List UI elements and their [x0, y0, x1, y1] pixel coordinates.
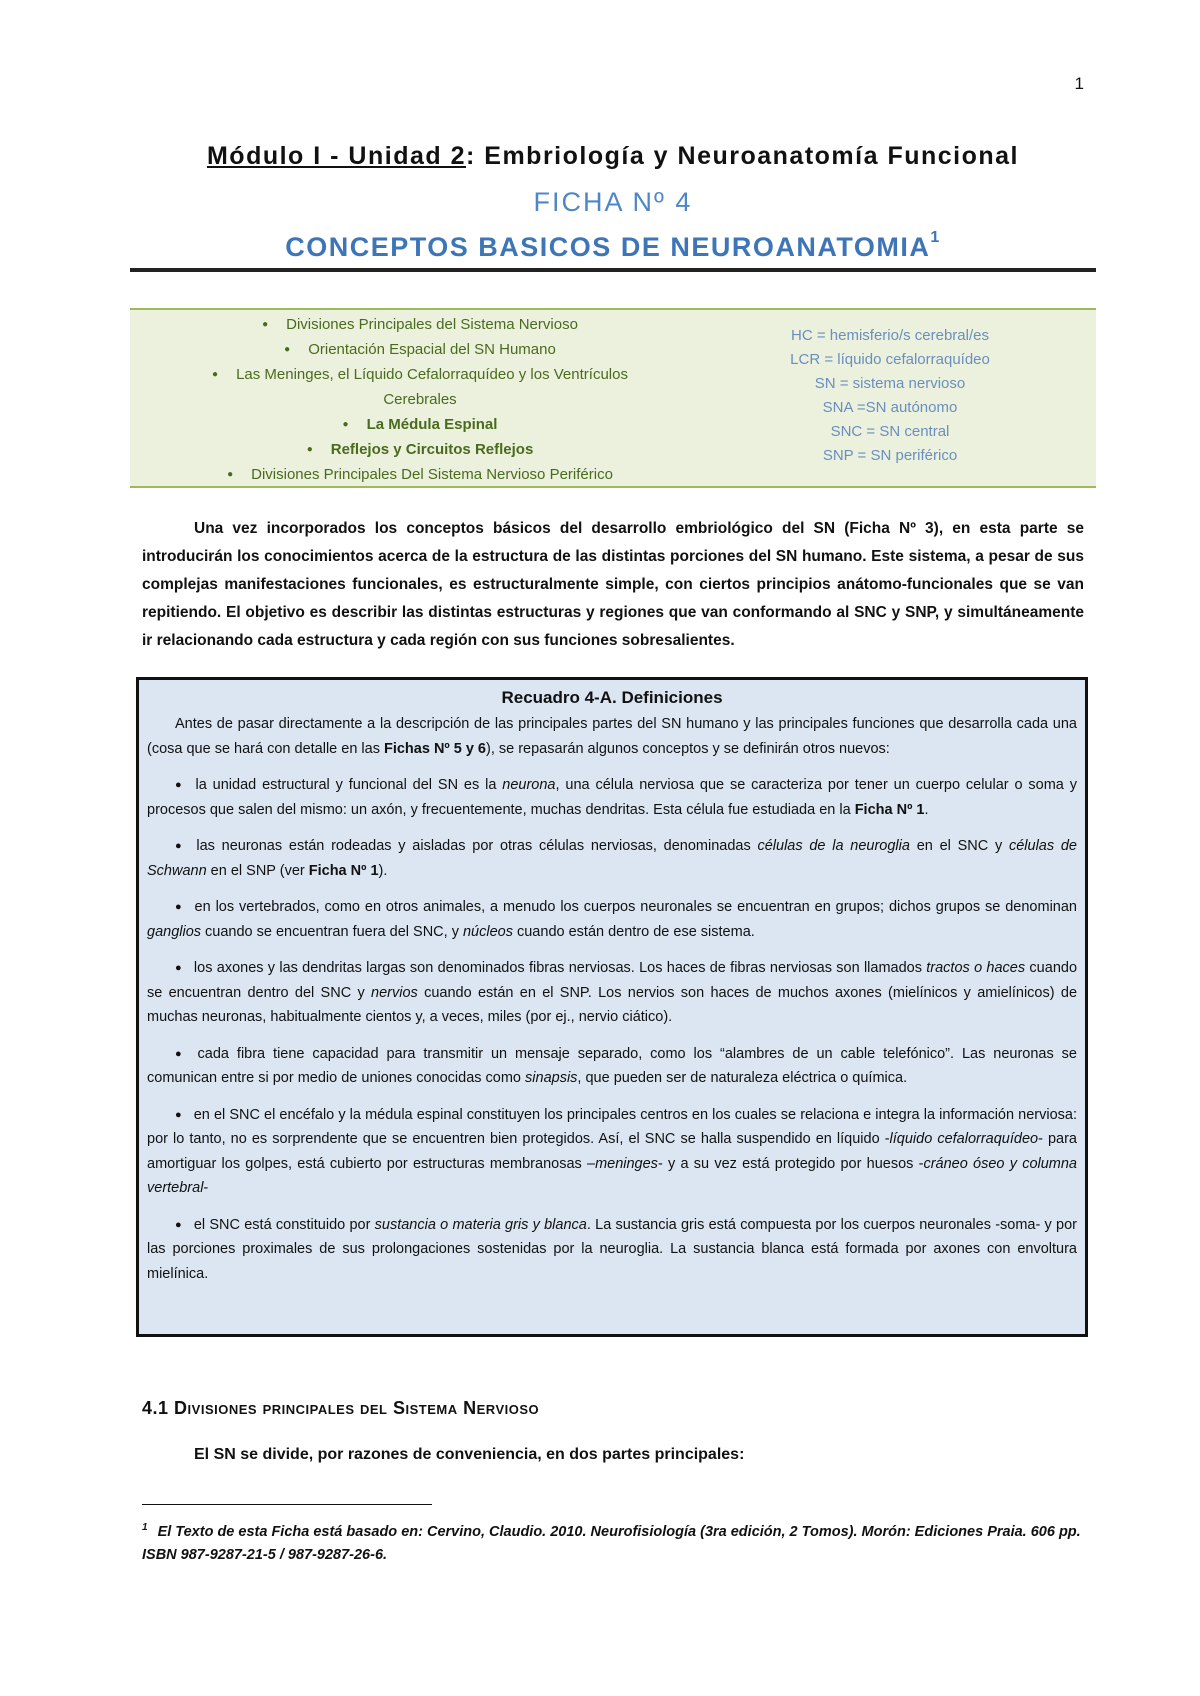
abbreviation-item: LCR = líquido cefalorraquídeo — [790, 351, 990, 368]
topics-list — [130, 312, 710, 487]
summary-box — [130, 308, 1096, 488]
definition-item: ● la unidad estructural y funcional del SN es la neurona, una célula nerviosa que se caracteriza por tener un cuerpo celular o soma y procesos que salen del mismo: un axón, y frecuentemente, muchas dendritas. Esta célula fue estudiada en la Ficha Nº 1. — [147, 777, 1077, 818]
section-number: 4.1 — [142, 1398, 169, 1418]
abbreviation-item: SNA =SN autónomo — [822, 399, 958, 416]
header-divider — [130, 268, 1096, 272]
box-title: Recuadro 4-A. Definiciones — [501, 688, 723, 707]
topic-item-continuation: Cerebrales — [383, 391, 457, 408]
definition-item: ● en el SNC el encéfalo y la médula espinal constituyen los principales centros en los cuales se relaciona e integra la información nerviosa: por lo tanto, no es sorprendente que se encuentren bien protegidos. Así, el SNC se halla suspendido en líquido -líquido cefalorraquídeo- para amortiguar los golpes, está cubierto por estructuras membranosas –meninges- y a su vez está protegido por huesos -cráneo óseo y columna vertebral- — [147, 1106, 1077, 1196]
topic-item: ● La Médula Espinal — [342, 416, 498, 433]
bullet-icon: ● — [175, 1047, 186, 1060]
section-intro: El SN se divide, por razones de conveniencia, en dos partes principales: — [194, 1446, 745, 1463]
topic-item: ● Orientación Espacial del SN Humano — [284, 341, 556, 358]
intro-paragraph: Una vez incorporados los conceptos básicos del desarrollo embriológico del SN (Ficha Nº 3), en esta parte se introducirán los conocimientos acerca de la estructura de las distintas porciones del SN humano. Este sistema, a pesar de sus complejas manifestaciones funcionales, es estructuralmente simple, con ciertos principios anátomo-funcionales que se van repitiendo. El objetivo es describir las distintas estructuras y regiones que van conformando al SNC y SNP, y simultáneamente ir relacionando cada estructura y cada región con sus funciones sobresalientes. — [142, 520, 1084, 649]
topic-item: ● Reflejos y Circuitos Reflejos — [306, 441, 534, 458]
bullet-icon: ● — [175, 779, 184, 791]
bullet-icon: ● — [342, 419, 349, 430]
main-title — [130, 229, 1096, 263]
footnote-text: El Texto de esta Ficha está basado en: Cervino, Claudio. 2010. Neurofisiología (3ra edición, 2 Tomos). Morón: Ediciones Praia. 606 pp. ISBN 987-9287-21-5 / 987-9287-26-6. — [142, 1523, 1081, 1563]
definition-item: ● en los vertebrados, como en otros animales, a menudo los cuerpos neuronales se encuentran en grupos; dichos grupos se denominan ganglios cuando se encuentran fuera del SNC, y núcleos cuando están dentro de ese sistema. — [147, 899, 1077, 940]
module-subject: : Embriología y Neuroanatomía Funcional — [466, 142, 1020, 170]
section-heading — [142, 1398, 539, 1419]
bullet-icon: ● — [175, 1218, 182, 1231]
ficha-number: FICHA Nº 4 — [533, 187, 693, 217]
bullet-icon: ● — [284, 344, 291, 355]
bullet-icon: ● — [175, 901, 183, 913]
bullet-icon: ● — [175, 840, 185, 852]
module-unit: Módulo I - Unidad 2 — [206, 142, 466, 170]
definitions-box — [136, 677, 1088, 1337]
box-lead-paragraph: Antes de pasar directamente a la descripción de las principales partes del SN humano y las principales funciones que desarrolla cada una (cosa que se hará con detalle en las Fichas Nº 5 y 6), se repasarán algunos conceptos y se definirán otros nuevos: — [147, 716, 1077, 757]
footnote-divider — [142, 1504, 432, 1505]
bullet-icon: ● — [175, 1108, 182, 1121]
footnote-reference: 1 — [930, 229, 941, 246]
bullet-icon: ● — [306, 444, 313, 455]
abbreviations-list — [770, 324, 1010, 468]
page-number: 1 — [1074, 74, 1084, 93]
abbreviation-item: SNP = SN periférico — [822, 447, 958, 464]
bullet-icon: ● — [262, 319, 269, 330]
footnote-mark: 1 — [142, 1522, 148, 1533]
bullet-icon: ● — [175, 962, 182, 974]
section-title: Divisiones principales del Sistema Nervioso — [174, 1398, 540, 1418]
topic-item: ● Divisiones Principales Del Sistema Nervioso Periférico — [227, 466, 613, 483]
bullet-icon: ● — [212, 369, 219, 380]
abbreviation-item: HC = hemisferio/s cerebral/es — [791, 327, 989, 344]
module-title — [130, 142, 1096, 171]
main-title-text: CONCEPTOS BASICOS DE NEUROANATOMIA — [285, 232, 931, 262]
definition-item: ● el SNC está constituido por sustancia o materia gris y blanca. La sustancia gris está compuesta por los cuerpos neuronales -soma- y por las porciones proximales de sus prolongaciones sostenidas por la neuroglia. La sustancia blanca está formada por axones con envoltura mielínica. — [147, 1216, 1077, 1282]
bullet-icon: ● — [227, 469, 234, 480]
definition-item: ● las neuronas están rodeadas y aisladas por otras células nerviosas, denominadas células de la neuroglia en el SNC y células de Schwann en el SNP (ver Ficha Nº 1). — [147, 838, 1077, 879]
definition-item: ● cada fibra tiene capacidad para transmitir un mensaje separado, como los “alambres de un cable telefónico”. Las neuronas se comunican entre si por medio de uniones conocidas como sinapsis, que pueden ser de naturaleza eléctrica o química. — [147, 1045, 1077, 1086]
topic-item: ● Las Meninges, el Líquido Cefalorraquídeo y los Ventrículos — [212, 366, 628, 383]
footnote — [142, 1516, 1084, 1567]
abbreviation-item: SNC = SN central — [830, 423, 950, 440]
document-header — [130, 142, 1096, 263]
topic-item: ● Divisiones Principales del Sistema Nervioso — [262, 316, 578, 333]
abbreviation-item: SN = sistema nervioso — [814, 375, 966, 392]
definition-item: ● los axones y las dendritas largas son denominados fibras nerviosas. Los haces de fibras nerviosas son llamados tractos o haces cuando se encuentran dentro del SNC y nervios cuando están en el SNP. Los nervios son haces de muchos axones (mielínicos y amielínicos) de muchas neuronas, habitualmente cientos y, a veces, miles (por ej., nervio ciático). — [147, 960, 1078, 1025]
